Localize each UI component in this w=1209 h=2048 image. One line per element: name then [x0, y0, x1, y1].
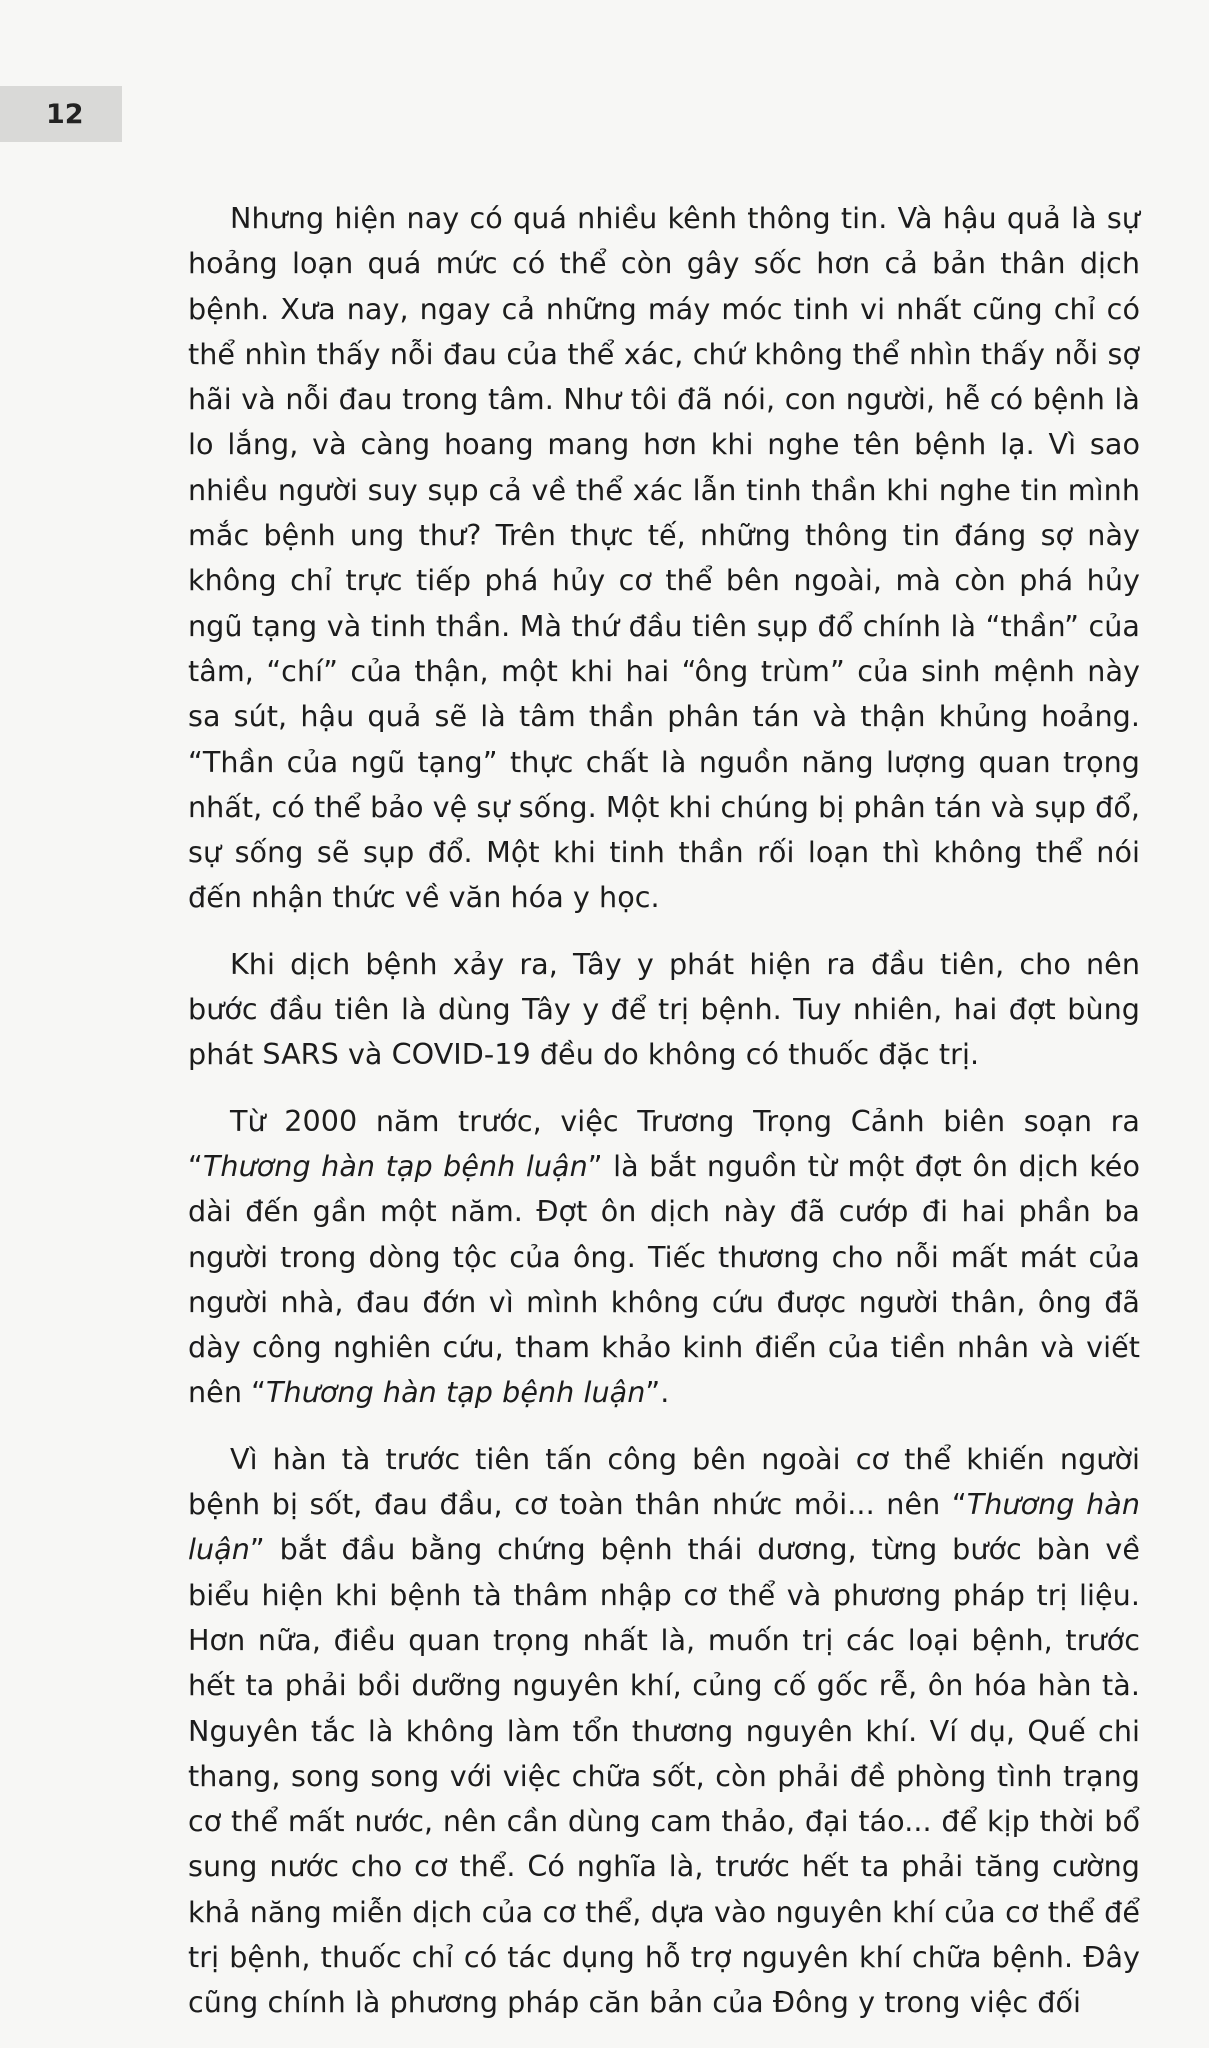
text-run: Nhưng hiện nay có quá nhiều kênh thông tin. Và hậu quả là sự hoảng loạn quá mức có thể còn gây sốc hơn cả bản thân dịch bệnh. Xưa nay, ngay cả những máy móc tinh vi nhất cũng chỉ có thể nhìn thấy nỗi đau của thể xác, chứ không thể nhìn thấy nỗi sợ hãi và nỗi đau trong tâm. Như tôi đã nói, con người, hễ có bệnh là lo lắng, và càng hoang mang hơn khi nghe tên bệnh lạ. Vì sao nhiều người suy sụp cả về thể xác lẫn tinh thần khi nghe tin mình mắc bệnh ung thư? Trên thực tế, những thông tin đáng sợ này không chỉ trực tiếp phá hủy cơ thể bên ngoài, mà còn phá hủy ngũ tạng và tinh thần. Mà thứ đầu tiên sụp đổ chính là “thần” của tâm, “chí” của thận, một khi hai “ông trùm” của sinh mệnh này sa sút, hậu quả sẽ là tâm thần phân tán và thận khủng hoảng. “Thần của ngũ tạng” thực chất là nguồn năng lượng quan trọng nhất, có thể bảo vệ sự sống. Một khi chúng bị phân tán và sụp đổ, sự sống sẽ sụp đổ. Một khi tinh thần rối loạn thì không thể nói đến nhận thức về văn hóa y học. [188, 201, 1140, 915]
text-run: Từ 2000 năm trước, việc Trương Trọng Cảnh biên soạn ra “ [188, 1103, 1140, 1183]
text-run: ” là bắt nguồn từ một đợt ôn dịch kéo dài đến gần một năm. Đợt ôn dịch này đã cướp đi hai phần ba người trong dòng tộc của ông. Tiếc thương cho nỗi mất mát của người nhà, đau đớn vì mình không cứu được người thân, ông đã dày công nghiên cứu, tham khảo kinh điển của tiền nhân và viết nên “ [188, 1148, 1140, 1410]
text-run: Khi dịch bệnh xảy ra, Tây y phát hiện ra đầu tiên, cho nên bước đầu tiên là dùng Tây y để trị bệnh. Tuy nhiên, hai đợt bùng phát SARS và COVID-19 đều do không có thuốc đặc trị. [188, 946, 1140, 1072]
paragraph-4 [188, 1437, 1140, 2026]
book-title-italic: Thương hàn luận [188, 1487, 1140, 1567]
paragraph-3 [188, 1099, 1140, 1416]
text-run: ” bắt đầu bằng chứng bệnh thái dương, từng bước bàn về biểu hiện khi bệnh tà thâm nhập cơ thể và phương pháp trị liệu. Hơn nữa, điều quan trọng nhất là, muốn trị các loại bệnh, trước hết ta phải bồi dưỡng nguyên khí, củng cố gốc rễ, ôn hóa hàn tà. Nguyên tắc là không làm tổn thương nguyên khí. Ví dụ, Quế chi thang, song song với việc chữa sốt, còn phải đề phòng tình trạng cơ thể mất nước, nên cần dùng cam thảo, đại táo... để kịp thời bổ sung nước cho cơ thể. Có nghĩa là, trước hết ta phải tăng cường khả năng miễn dịch của cơ thể, dựa vào nguyên khí của cơ thể để trị bệnh, thuốc chỉ có tác dụng hỗ trợ nguyên khí chữa bệnh. Đây cũng chính là phương pháp căn bản của Đông y trong việc đối [188, 1532, 1140, 2020]
text-run: ”. [645, 1375, 670, 1410]
paragraph-1 [188, 196, 1140, 921]
page-number-tab [0, 86, 122, 142]
book-title-italic: Thương hàn tạp bệnh luận [266, 1375, 646, 1410]
body-text [188, 196, 1140, 2047]
text-run: Vì hàn tà trước tiên tấn công bên ngoài cơ thể khiến người bệnh bị sốt, đau đầu, cơ toàn thân nhức mỏi... nên “ [188, 1441, 1140, 1522]
page-number: 12 [46, 98, 84, 130]
book-title-italic: Thương hàn tạp bệnh luận [202, 1148, 588, 1183]
paragraph-2 [188, 942, 1140, 1078]
